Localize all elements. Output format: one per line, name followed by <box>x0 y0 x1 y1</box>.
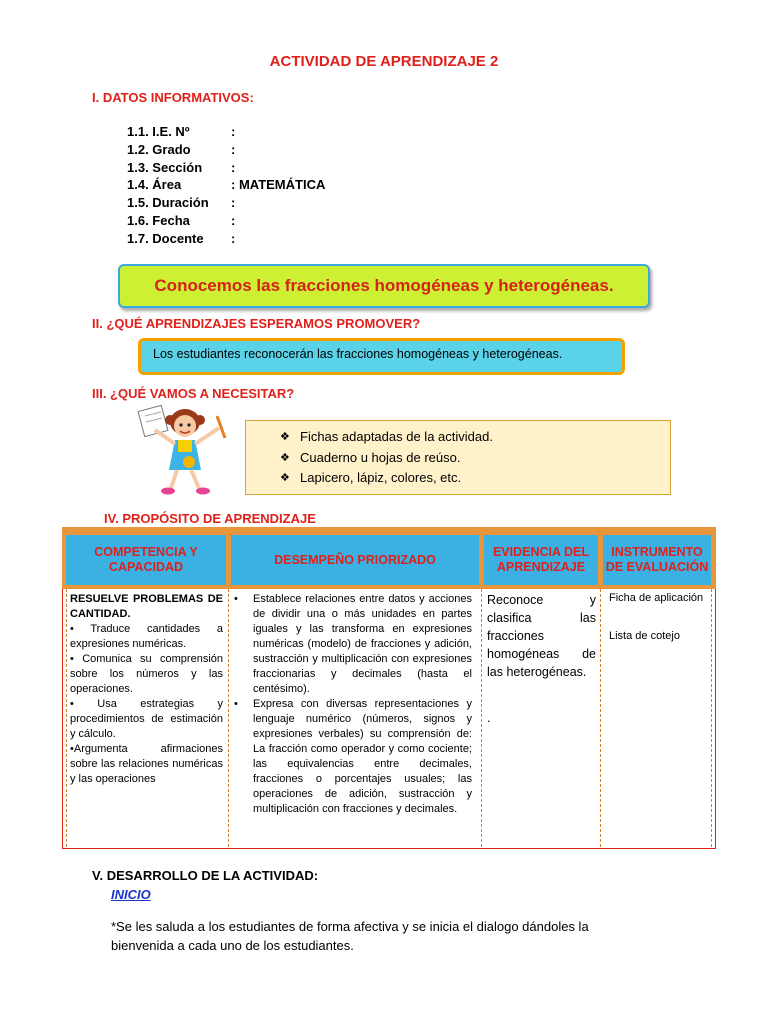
topic-banner: Conocemos las fracciones homogéneas y heterogéneas. <box>118 264 650 308</box>
header-competencia: COMPETENCIA Y CAPACIDAD <box>66 535 226 585</box>
datos-row <box>127 212 325 230</box>
datos-label: 1.7. Docente <box>127 230 204 246</box>
desempeno-cell <box>234 592 472 817</box>
datos-label: 1.4. Área <box>127 177 182 193</box>
competencia-cell <box>70 592 223 787</box>
datos-value: : <box>231 124 236 139</box>
diamond-bullet-icon: ❖ <box>280 431 290 443</box>
instrumento-cell <box>609 591 708 644</box>
datos-row <box>127 159 325 177</box>
datos-value: : <box>231 195 236 211</box>
datos-label: 1.2. Grado <box>127 141 191 157</box>
datos-value: : <box>231 230 236 246</box>
evidencia-dot: . <box>487 711 491 725</box>
materiales-item-text: Cuaderno u hojas de reúso. <box>300 449 461 465</box>
list-item <box>280 427 670 448</box>
evidencia-cell <box>487 591 596 727</box>
section-desarrollo-heading: V. DESARROLLO DE LA ACTIVIDAD: <box>92 868 319 883</box>
section-datos-heading: I. DATOS INFORMATIVOS: <box>92 90 254 105</box>
diamond-bullet-icon: ❖ <box>280 472 290 484</box>
inicio-link[interactable]: INICIO <box>111 887 151 902</box>
datos-label: 1.1. I.E. Nº <box>127 124 190 139</box>
section-necesitar-heading: III. ¿QUÉ VAMOS A NECESITAR? <box>92 386 295 401</box>
instrumento-item: Lista de cotejo <box>609 630 680 642</box>
datos-value: : MATEMÁTICA <box>231 177 326 193</box>
capacidad-item: • Traduce cantidades a expresiones numéricas. <box>70 623 223 650</box>
materiales-item-text: Lapicero, lápiz, colores, etc. <box>300 470 462 485</box>
datos-list <box>127 123 325 248</box>
capacidad-item: •Argumenta afirmaciones sobre las relaciones numéricas y las operaciones <box>70 743 223 785</box>
datos-value: : <box>231 212 236 228</box>
desempeno-text: Expresa con diversas representaciones y lenguaje numérico (números, signos y expresiones verbales) su comprensión de: La fracción como operador y como cociente; las equivalencias entre decimales, fracciones o porcentajes usuales; las operaciones de adición, sustracción y multiplicación con fracciones y decimales. <box>253 698 472 815</box>
datos-row <box>127 141 325 159</box>
instrumento-item: Ficha de aplicación <box>609 592 704 604</box>
column-divider <box>228 589 229 847</box>
section-proposito-heading: IV. PROPÓSITO DE APRENDIZAJE <box>104 511 316 526</box>
datos-label: 1.5. Duración <box>127 195 209 211</box>
datos-value: : <box>231 141 236 157</box>
bullet-icon: • <box>234 593 238 605</box>
section-aprendizajes-heading: II. ¿QUÉ APRENDIZAJES ESPERAMOS PROMOVER? <box>92 316 421 331</box>
diamond-bullet-icon: ❖ <box>280 451 290 464</box>
inicio-paragraph: *Se les saluda a los estudiantes de forma afectiva y se inicia el dialogo dándoles la bienvenida a cada uno de los estudiantes. <box>111 919 589 953</box>
header-evidencia: EVIDENCIA DEL APRENDIZAJE <box>484 535 598 585</box>
aprendizaje-box: Los estudiantes reconocerán las fracciones homogéneas y heterogéneas. <box>138 338 625 375</box>
materiales-item-text: Fichas adaptadas de la actividad. <box>300 429 493 444</box>
list-item <box>234 697 472 817</box>
column-divider <box>66 589 67 847</box>
student-girl-illustration <box>133 400 238 500</box>
desempeno-text: Establece relaciones entre datos y acciones de dividir una o más unidades en partes iguales y las transforma en expresiones numéricas (modelo) de fracciones y adición, sustracción y multiplicación con expresiones fraccionarias y decimales (hasta el centésimo). <box>253 593 472 695</box>
column-divider <box>711 589 712 847</box>
datos-row <box>127 230 325 248</box>
competencia-title: RESUELVE PROBLEMAS DE CANTIDAD. <box>70 593 223 620</box>
header-desempeno: DESEMPEÑO PRIORIZADO <box>231 535 479 585</box>
column-divider <box>600 589 601 847</box>
page-title: ACTIVIDAD DE APRENDIZAJE 2 <box>269 53 499 70</box>
materiales-box <box>245 420 671 495</box>
datos-row <box>127 194 325 212</box>
capacidad-item: • Comunica su comprensión sobre los números y las operaciones. <box>70 653 223 695</box>
capacidad-item: • Usa estrategias y procedimientos de estimación y cálculo. <box>70 698 223 740</box>
header-instrumento: INSTRUMENTO DE EVALUACIÓN <box>603 535 711 585</box>
datos-value: : <box>231 159 236 175</box>
list-item <box>280 468 670 489</box>
datos-row <box>127 176 325 194</box>
list-item <box>234 592 472 697</box>
datos-row <box>127 123 325 141</box>
datos-label: 1.3. Sección <box>127 159 203 175</box>
evidencia-text: Reconoce y clasifica las fracciones homogéneas de las heterogéneas. <box>487 593 596 679</box>
list-item <box>280 448 670 469</box>
datos-label: 1.6. Fecha <box>127 212 190 228</box>
column-divider <box>481 589 482 847</box>
bullet-icon: • <box>234 698 238 710</box>
